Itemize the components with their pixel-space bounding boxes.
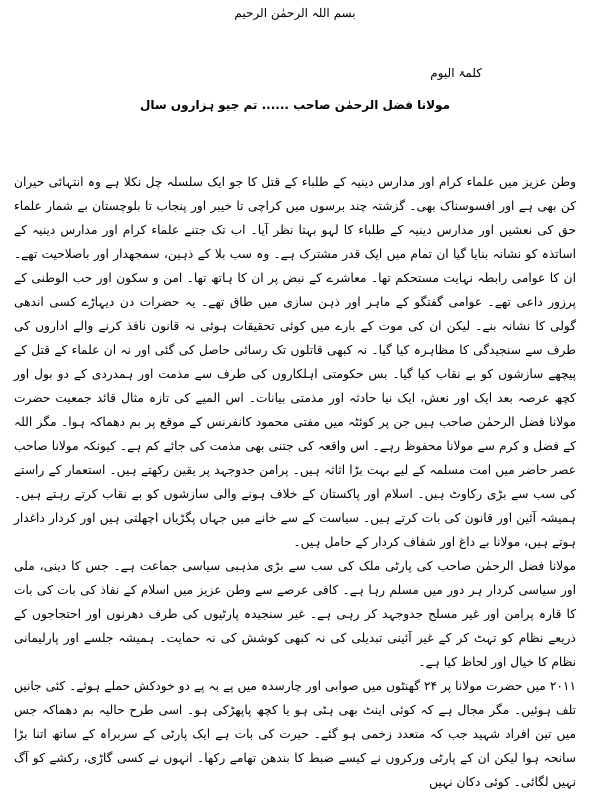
paragraph: ۲۰۱۱ میں حضرت مولانا پر ۲۴ گھنٹوں میں صوابی اور چارسدہ میں پے بہ پے دو خودکش حملے ہوئے۔ کئی جانیں تلف ہوئیں۔ مگر مجال ہے کہ کوئی اینٹ بھی ہٹی ہو یا کچھ پاپھڑکی ہو۔ اسی طرح حالیہ بم دھماکہ جس میں تین افراد شہید جب کہ متعدد زخمی ہو گئے۔ حیرت کی بات ہے ایک پارٹی کے سربراہ کے ساتھ اتنا بڑا سانحہ ہوا لیکن ان کے پارٹی ورکروں نے کیسے ضبط کا بندھن تھامے رکھا۔ انہوں نے کسی گاڑی، رکشے کو آگ نہیں لگائی۔ کوئی دکان نہیں — [14, 679, 576, 789]
bismillah-text: بسم اللہ الرحمٰن الرحیم — [234, 6, 356, 20]
paragraph: وطن عزیز میں علماء کرام اور مدارس دینیہ کے طلباء کے قتل کا جو ایک سلسلہ چل نکلا ہے وہ انتہائی حیران کن بھی ہے اور افسوسناک بھی۔ گزشتہ چند برسوں میں کراچی تا خیبر اور پنجاب تا بلوچستان بے شمار علماء حق کی نعشیں اور مدارس دینیہ کے طلباء کا لہو بہتا نظر آیا۔ اب تک جتنے علماء کرام اور مدارس دینیہ کے اساتذہ کو نشانہ بنایا گیا ان تمام میں ایک قدر مشترک ہے۔ وہ سب بلا کے ذہین، سمجھدار اور باصلاحیت تھے۔ ان کا عوامی رابطہ نہایت مستحکم تھا۔ معاشرے کے نبض پر ان کا ہاتھ تھا۔ امن و سکون اور حب الوطنی کے پرزور داعی تھے۔ عوامی گفتگو کے ماہر اور ذہن سازی میں طاق تھے۔ یہ حضرات دن دیہاڑے کسی اندھی گولی کا نشانہ بنے۔ لیکن ان کی موت کے بارے میں کوئی تحقیقات ہوئی نہ قانون نافذ کرنے والے اداروں کی طرف سے سنجیدگی کا مظاہرہ کیا گیا۔ نہ کبھی قاتلوں تک رسائی حاصل کی گئی اور نہ ان علماء کے قتل کے پیچھے سازشوں کو بے نقاب کیا گیا۔ بس حکومتی اہلکاروں کی طرف سے مذمت اور ہمدردی کے دو بول اور کچھ عرصہ بعد ایک اور نعش، ایک نیا حادثہ اور مذمتی بیانات۔ اس المیے کی تازہ مثال قائد جمعیت حضرت مولانا فضل الرحمٰن صاحب ہیں جن پر کوئٹہ میں مفتی محمود کانفرنس کے موقع پر بم دھماکہ ہوا۔ مگر اللہ کے فضل و کرم سے مولانا محفوظ رہے۔ اس واقعہ کی جتنی بھی مذمت کی جائے کم ہے۔ کیونکہ مولانا صاحب عصر حاضر میں امت مسلمہ کے لیے بہت بڑا اثاثہ ہیں۔ پرامن جدوجہد پر یقین رکھتے ہیں۔ استعمار کے راستے کی سب سے بڑی رکاوٹ ہیں۔ اسلام اور پاکستان کے خلاف ہونے والی سازشوں کو بے نقاب کرتے رہتے ہیں۔ ہمیشہ آئین اور قانون کی بات کرتے ہیں۔ سیاست کے سے خانے میں جہاں پگڑیاں اچھلتی ہیں اور کردار داغدار ہوتے ہیں، مولانا بے داغ اور شفاف کردار کے حامل ہیں۔ — [14, 175, 576, 549]
column-name: کلمۃ الیوم — [430, 66, 482, 80]
paragraph: مولانا فضل الرحمٰن صاحب کی پارٹی ملک کی سب سے بڑی مذہبی سیاسی جماعت ہے۔ جس کا دینی، ملی اور سیاسی کردار ہر دور میں مسلم رہا ہے۔ کافی عرصے سے وطن عزیز میں اسلام کے نفاذ کی بات کی بات کا قارہ پرامن اور غیر مسلح جدوجہد کر رہی ہے۔ غیر سنجیدہ پارٹیوں کی طرف دھرنوں اور احتجاجوں کے ذریعے نظام کو تہٹ کر کے غیر آئینی تبدیلی کی نہ کبھی کوشش کی نہ حمایت۔ ہمیشہ جلسے اور پارلیمانی نظام کا خیال اور لحاظ کیا ہے۔ — [14, 559, 576, 669]
article-body — [14, 170, 576, 794]
bismillah-header — [0, 6, 590, 20]
article-headline: مولانا فضل الرحمٰن صاحب ...... تم جیو ہزاروں سال — [139, 98, 451, 112]
